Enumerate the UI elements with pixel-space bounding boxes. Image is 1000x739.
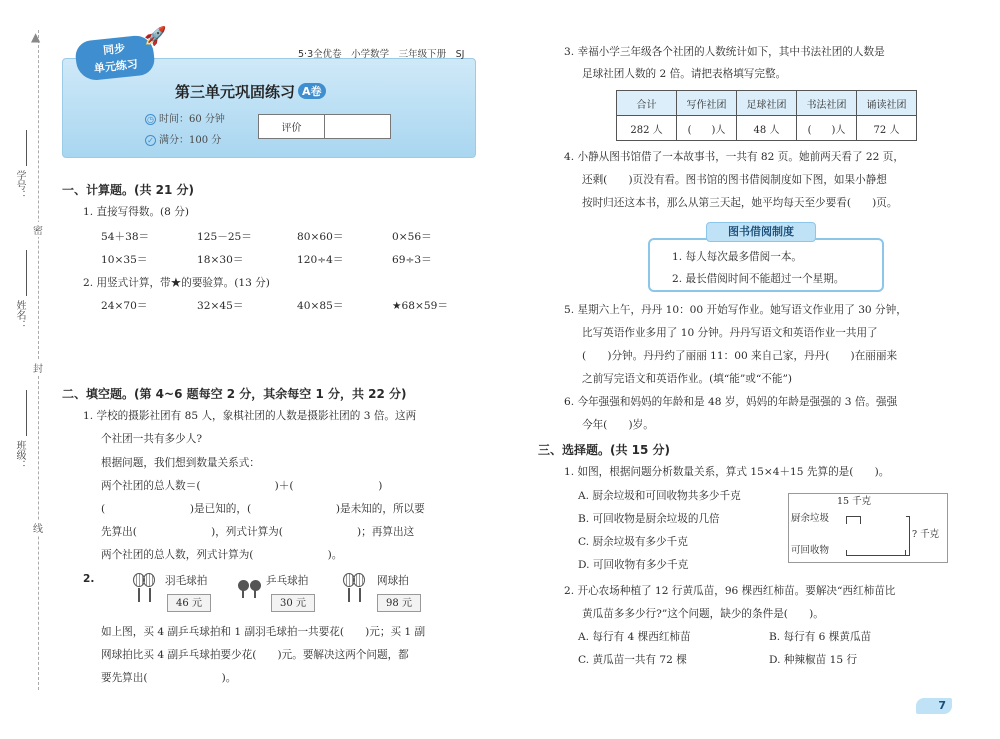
- name-blank: [26, 250, 27, 296]
- c1-option[interactable]: B. 可回收物是厨余垃圾的几倍: [578, 513, 720, 525]
- table-header-cell: 诵读社团: [857, 91, 917, 116]
- section-2-title: 二、填空题。(第 4~6 题每空 2 分，其余每空 1 分，共 22 分): [62, 387, 407, 401]
- diagram-brace: [906, 516, 910, 556]
- eval-label: 评价: [259, 115, 325, 139]
- s2-q2-line: 如上图，买 4 副乒乓球拍和 1 副羽毛球拍一共要花( )元；买 1 副: [101, 626, 426, 638]
- c2-line: 黄瓜苗多多少行?”这个问题，缺少的条件是( )。: [582, 608, 824, 620]
- time-info: [145, 110, 225, 125]
- section-3-title: 三、选择题。(共 15 分): [538, 443, 671, 457]
- library-rule: 2. 最长借阅时间不能超过一个星期。: [672, 273, 845, 285]
- class-label: 班级：: [14, 440, 25, 470]
- q5-line: 比写英语作业多用了 10 分钟。丹丹写语文和英语作业一共用了: [582, 327, 878, 339]
- q3-line: 3. 幸福小学三年级各个社团的人数统计如下，其中书法社团的人数是: [564, 46, 885, 58]
- calc-item: 24×70＝: [101, 300, 148, 312]
- seal-char-2: 封: [33, 360, 43, 375]
- badminton-racket-icon: [143, 573, 155, 587]
- s1-q2: 2. 用竖式计算，带★的要验算。(13 分): [83, 277, 270, 289]
- diagram-segment-bar-2: [846, 550, 906, 556]
- s2-q1-line: ( )是已知的，( )是未知的，所以要: [101, 503, 425, 515]
- table-header-cell: 合计: [617, 91, 677, 116]
- c1-option[interactable]: D. 可回收物有多少千克: [578, 559, 689, 571]
- table-cell: 72 人: [857, 116, 917, 141]
- s2-q1-line: 先算出( )，列式计算为( )；再算出这: [101, 526, 415, 538]
- calc-item: 40×85＝: [297, 300, 344, 312]
- calc-item: 125－25＝: [197, 231, 252, 243]
- paddle-handle: [254, 590, 256, 598]
- item-name: 羽毛球拍: [165, 575, 208, 587]
- q4-line: 按时归还这本书，那么从第三天起，她平均每天至少要看( )页。: [582, 197, 898, 209]
- student-id-blank: [26, 130, 27, 166]
- name-label: 姓名：: [14, 300, 25, 330]
- table-header-cell: 足球社团: [737, 91, 797, 116]
- score-text: 满分：100 分: [159, 135, 222, 146]
- s2-q1-line: 两个社团的总人数，列式计算为( )。: [101, 549, 343, 561]
- table-header-cell: 写作社团: [677, 91, 737, 116]
- calc-item: 32×45＝: [197, 300, 244, 312]
- class-blank: [26, 390, 27, 436]
- c2-option[interactable]: A. 每行有 4 棵西红柿苗: [578, 631, 691, 643]
- item-price: 98 元: [377, 594, 421, 612]
- calc-item: 18×30＝: [197, 254, 244, 266]
- c1-option[interactable]: A. 厨余垃圾和可回收物共多少千克: [578, 490, 741, 502]
- page-number: 7: [916, 698, 952, 714]
- s2-q1-line: 1. 学校的摄影社团有 85 人，象棋社团的人数是摄影社团的 3 倍。这两: [83, 410, 417, 422]
- s2-q2-line: 网球拍比买 4 副乒乓球拍要少花( )元。要解决这两个问题，都: [101, 649, 409, 661]
- eval-value[interactable]: [325, 115, 391, 139]
- calc-item: 120÷4＝: [297, 254, 344, 266]
- racket-handle: [149, 588, 151, 602]
- item-price: 46 元: [167, 594, 211, 612]
- c2-option[interactable]: B. 每行有 6 棵黄瓜苗: [769, 631, 872, 643]
- paddle-handle: [242, 590, 244, 598]
- q5-line: 5. 星期六上午，丹丹 10：00 开始写作业。她写语文作业用了 30 分钟，: [564, 304, 907, 316]
- table-header-cell: 书法社团: [797, 91, 857, 116]
- c1-question: 1. 如图，根据问题分析数量关系，算式 15×4＋15 先算的是( )。: [564, 466, 890, 478]
- q3-line: 足球社团人数的 2 倍。请把表格填写完整。: [582, 68, 787, 80]
- c2-option[interactable]: C. 黄瓜苗一共有 72 棵: [578, 654, 687, 666]
- s2-q1-line: 个社团一共有多少人?: [101, 433, 203, 445]
- seal-char-3: 线: [33, 520, 43, 535]
- item-name: 网球拍: [377, 575, 409, 587]
- section-1-title: 一、计算题。(共 21 分): [62, 183, 195, 197]
- book-header: 5·3全优卷 小学数学 三年级下册 SJ: [298, 49, 465, 60]
- rocket-icon: ▲: [31, 30, 41, 44]
- calc-item: ★68×59＝: [392, 300, 448, 312]
- s1-q1: 1. 直接写得数。(8 分): [83, 206, 190, 218]
- q6-line: 今年( )岁。: [582, 419, 654, 431]
- page-title: [175, 81, 326, 102]
- s2-q1-line: 两个社团的总人数＝( )＋( ): [101, 480, 383, 492]
- diagram-top-label: 15 千克: [837, 496, 872, 507]
- check-icon: ✓: [145, 135, 156, 146]
- table-cell: 282 人: [617, 116, 677, 141]
- calc-item: 54＋38＝: [101, 231, 150, 243]
- table-header-row: [617, 91, 917, 116]
- library-rules-title: 图书借阅制度: [706, 222, 816, 242]
- c1-option[interactable]: C. 厨余垃圾有多少千克: [578, 536, 688, 548]
- s2-q2-line: 要先算出( )。: [101, 672, 237, 684]
- library-rule: 1. 每人每次最多借阅一本。: [672, 251, 803, 263]
- table-cell[interactable]: ( )人: [677, 116, 737, 141]
- calc-item: 10×35＝: [101, 254, 148, 266]
- club-table: [616, 90, 917, 141]
- racket-handle: [359, 588, 361, 602]
- q4-line: 还剩( )页没有看。图书馆的图书借阅制度如下图，如果小静想: [582, 174, 887, 186]
- s2-q2-number: 2.: [83, 573, 95, 585]
- q5-line: 之前写完语文和英语作业。(填“能”或“不能”): [582, 373, 793, 385]
- q5-line: ( )分钟。丹丹约了丽丽 11：00 来自己家，丹丹( )在丽丽来: [582, 350, 898, 362]
- clock-icon: ◷: [145, 114, 156, 125]
- title-badge: A卷: [298, 83, 326, 99]
- badge-line-1: 同步: [102, 41, 126, 58]
- diagram-segment-bar-1: [846, 516, 861, 524]
- calc-item: 0×56＝: [392, 231, 432, 243]
- c2-option[interactable]: D. 种辣椒苗 15 行: [769, 654, 858, 666]
- rocket-icon: 🚀: [144, 26, 167, 47]
- c2-line: 2. 开心农场种植了 12 行黄瓜苗，96 棵西红柿苗。要解决“西红柿苗比: [564, 585, 896, 597]
- table-cell[interactable]: ( )人: [797, 116, 857, 141]
- table-row: [617, 116, 917, 141]
- q6-line: 6. 今年强强和妈妈的年龄和是 48 岁，妈妈的年龄是强强的 3 倍。强强: [564, 396, 898, 408]
- evaluation-box: [258, 114, 391, 139]
- diagram-row2-label: 可回收物: [791, 545, 830, 556]
- calc-item: 80×60＝: [297, 231, 344, 243]
- badge-line-2: 单元练习: [93, 57, 139, 76]
- racket-handle: [138, 588, 140, 602]
- racket-handle: [348, 588, 350, 602]
- diagram-question-label: ? 千克: [912, 529, 940, 540]
- table-cell: 48 人: [737, 116, 797, 141]
- q4-line: 4. 小静从图书馆借了一本故事书，一共有 82 页。她前两天看了 22 页，: [564, 151, 904, 163]
- item-name: 乒乓球拍: [266, 575, 309, 587]
- s2-q1-line: 根据问题，我们想到数量关系式：: [101, 457, 260, 469]
- student-id-label: 学号：: [14, 170, 25, 200]
- time-text: 时间：60 分钟: [159, 114, 225, 125]
- diagram-row1-label: 厨余垃圾: [791, 513, 830, 524]
- tennis-racket-icon: [353, 573, 365, 587]
- item-price: 30 元: [271, 594, 315, 612]
- seal-char-1: 密: [33, 222, 43, 237]
- calc-item: 69÷3＝: [392, 254, 432, 266]
- title-text: 第三单元巩固练习: [175, 83, 296, 101]
- score-info: [145, 131, 221, 146]
